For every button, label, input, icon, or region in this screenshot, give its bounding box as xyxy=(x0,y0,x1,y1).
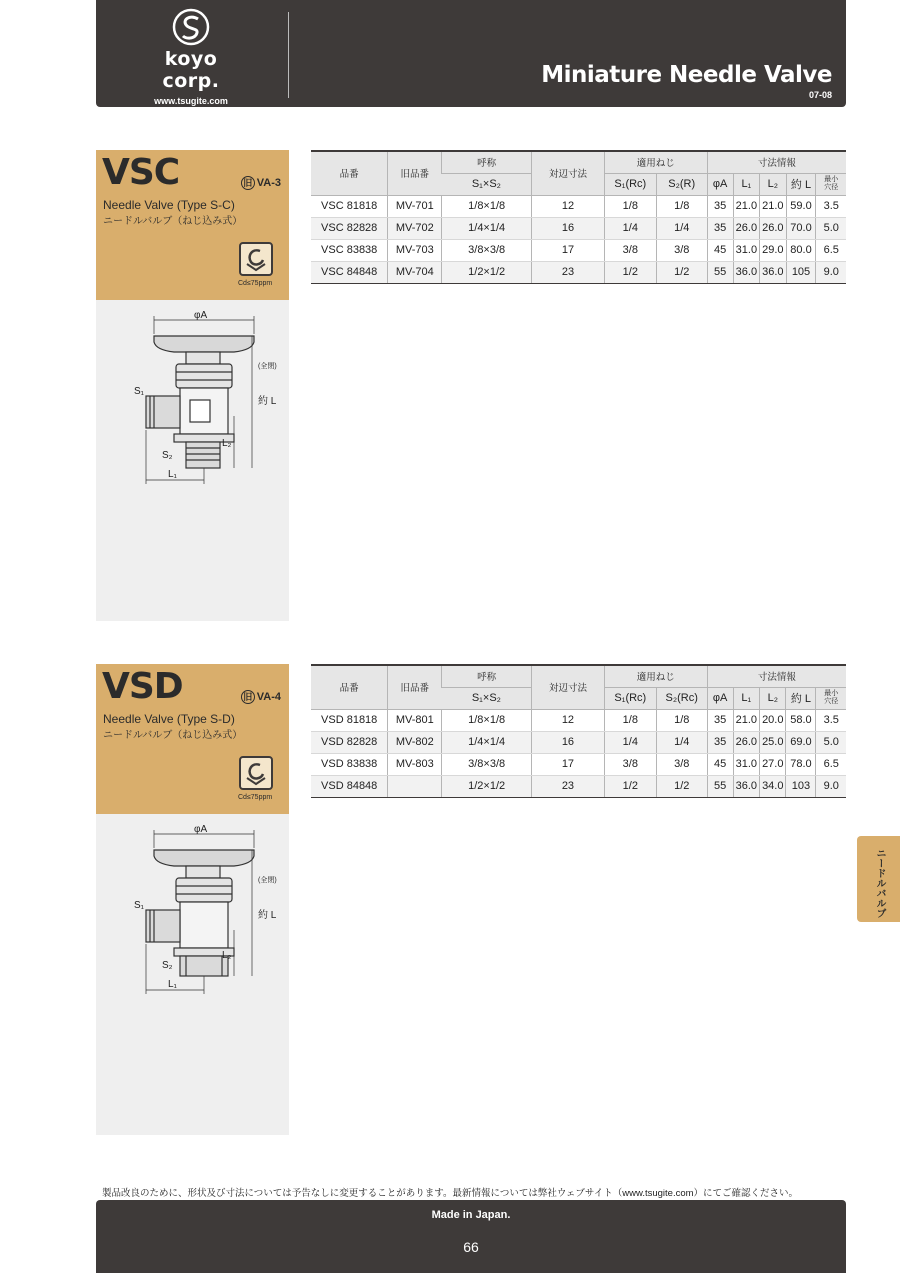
col-thread-s1: S₁(Rc) xyxy=(604,173,656,195)
col-l1: L₁ xyxy=(733,687,759,709)
product-name-jp: ニードルバルブ（ねじ込み式） xyxy=(103,730,243,741)
dim-total: (全閉) xyxy=(258,363,277,370)
table-row: VSC 83838 MV-703 3/8×3/8 17 3/8 3/8 45 31.0 29.0 80.0 6.5 xyxy=(311,239,846,261)
product-name-en: Needle Valve (Type S-D) xyxy=(103,712,235,726)
section-tab[interactable] xyxy=(857,836,900,922)
section-tab-label: ニードルバルブ xyxy=(874,848,885,918)
made-in-label: Made in Japan. xyxy=(431,1209,511,1221)
dim-approx-l: 約 L xyxy=(258,910,277,921)
col-nominal: 呼称 xyxy=(442,665,532,687)
dim-s1: S₁ xyxy=(134,386,145,397)
header-divider xyxy=(288,12,289,98)
product-panel-vsc xyxy=(96,150,289,621)
table-row: VSD 81818 MV-801 1/8×1/8 12 1/8 1/8 35 21.0 20.0 58.0 3.5 xyxy=(311,709,846,731)
old-code: 旧 VA-4 xyxy=(241,690,281,704)
dim-l2: L₂ xyxy=(222,438,232,449)
company-logo xyxy=(136,8,246,106)
col-l2: L₂ xyxy=(760,687,786,709)
table-row: VSC 81818 MV-701 1/8×1/8 12 1/8 1/8 35 21.0 21.0 59.0 3.5 xyxy=(311,195,846,217)
product-panel-vsd xyxy=(96,664,289,1135)
col-approx-l: 約 L xyxy=(786,173,816,195)
col-nominal-sub: S₁×S₂ xyxy=(442,687,532,709)
old-mark-icon: 旧 xyxy=(241,690,255,704)
page-number: 66 xyxy=(463,1239,479,1255)
cd-compliance-icon xyxy=(239,756,273,790)
col-nominal: 呼称 xyxy=(442,151,532,173)
col-phi-a: φA xyxy=(707,687,733,709)
table-row: VSD 82828 MV-802 1/4×1/4 16 1/4 1/4 35 26.0 25.0 69.0 5.0 xyxy=(311,731,846,753)
col-thread: 適用ねじ xyxy=(604,151,707,173)
col-nominal-sub: S₁×S₂ xyxy=(442,173,532,195)
valve-drawing xyxy=(134,308,284,488)
dim-l1: L₁ xyxy=(168,469,177,480)
col-dims: 寸法情報 xyxy=(707,151,846,173)
col-thread-s2: S₂(Rc) xyxy=(656,687,707,709)
col-width-across: 対辺寸法 xyxy=(532,151,605,195)
col-thread-s2: S₂(R) xyxy=(656,173,707,195)
old-mark-icon: 旧 xyxy=(241,176,255,190)
dim-total: (全閉) xyxy=(258,877,277,884)
col-l1: L₁ xyxy=(733,173,759,195)
table-row: VSD 84848 1/2×1/2 23 1/2 1/2 55 36.0 34.0 103 9.0 xyxy=(311,775,846,797)
company-url[interactable]: www.tsugite.com xyxy=(154,96,228,106)
company-name: koyo corp. xyxy=(162,48,220,92)
product-name-jp: ニードルバルブ（ねじ込み式） xyxy=(103,216,243,227)
col-part-no: 品番 xyxy=(311,151,388,195)
product-name-en: Needle Valve (Type S-C) xyxy=(103,198,235,212)
col-thread-s1: S₁(Rc) xyxy=(604,687,656,709)
series-name: VSD xyxy=(102,666,183,707)
page-header xyxy=(96,0,846,107)
product-header xyxy=(96,664,289,814)
dim-phi-a: φA xyxy=(194,824,208,835)
page-code: 07-08 xyxy=(808,90,832,100)
spec-table-vsc xyxy=(311,150,846,284)
dim-l1: L₁ xyxy=(168,979,177,990)
table-row: VSD 83838 MV-803 3/8×3/8 17 3/8 3/8 45 31.0 27.0 78.0 6.5 xyxy=(311,753,846,775)
dim-l2: L₂ xyxy=(222,950,232,961)
page-footer xyxy=(96,1200,846,1273)
cd-label: Cd≤75ppm xyxy=(238,280,273,287)
col-thread: 適用ねじ xyxy=(604,665,707,687)
footnote: 製品改良のために、形状及び寸法については予告なしに変更することがあります。最新情報については弊社ウェブサイト（www.tsugite.com）にてご確認ください。 xyxy=(101,1188,799,1199)
spec-table-vsd xyxy=(311,664,846,798)
series-name: VSC xyxy=(102,152,180,193)
dim-approx-l: 約 L xyxy=(258,396,277,407)
valve-drawing xyxy=(134,822,284,1002)
old-code: 旧 VA-3 xyxy=(241,176,281,190)
col-min-bore: 最小 穴径 xyxy=(816,173,846,195)
dim-s1: S₁ xyxy=(134,900,145,911)
page-title: Miniature Needle Valve xyxy=(541,62,832,88)
table-row: VSC 84848 MV-704 1/2×1/2 23 1/2 1/2 55 36.0 36.0 105 9.0 xyxy=(311,261,846,283)
col-approx-l: 約 L xyxy=(786,687,816,709)
col-min-bore: 最小 穴径 xyxy=(816,687,846,709)
product-header xyxy=(96,150,289,300)
col-part-no: 品番 xyxy=(311,665,388,709)
col-width-across: 対辺寸法 xyxy=(532,665,605,709)
col-old-part-no: 旧品番 xyxy=(388,151,442,195)
col-dims: 寸法情報 xyxy=(707,665,846,687)
col-old-part-no: 旧品番 xyxy=(388,665,442,709)
cd-label: Cd≤75ppm xyxy=(238,794,273,801)
dim-phi-a: φA xyxy=(194,310,208,321)
koyo-logo-icon xyxy=(172,8,210,46)
cd-compliance-icon xyxy=(239,242,273,276)
dim-s2: S₂ xyxy=(162,450,173,461)
table-row: VSC 82828 MV-702 1/4×1/4 16 1/4 1/4 35 26.0 26.0 70.0 5.0 xyxy=(311,217,846,239)
col-l2: L₂ xyxy=(760,173,786,195)
dim-s2: S₂ xyxy=(162,960,173,971)
col-phi-a: φA xyxy=(707,173,733,195)
